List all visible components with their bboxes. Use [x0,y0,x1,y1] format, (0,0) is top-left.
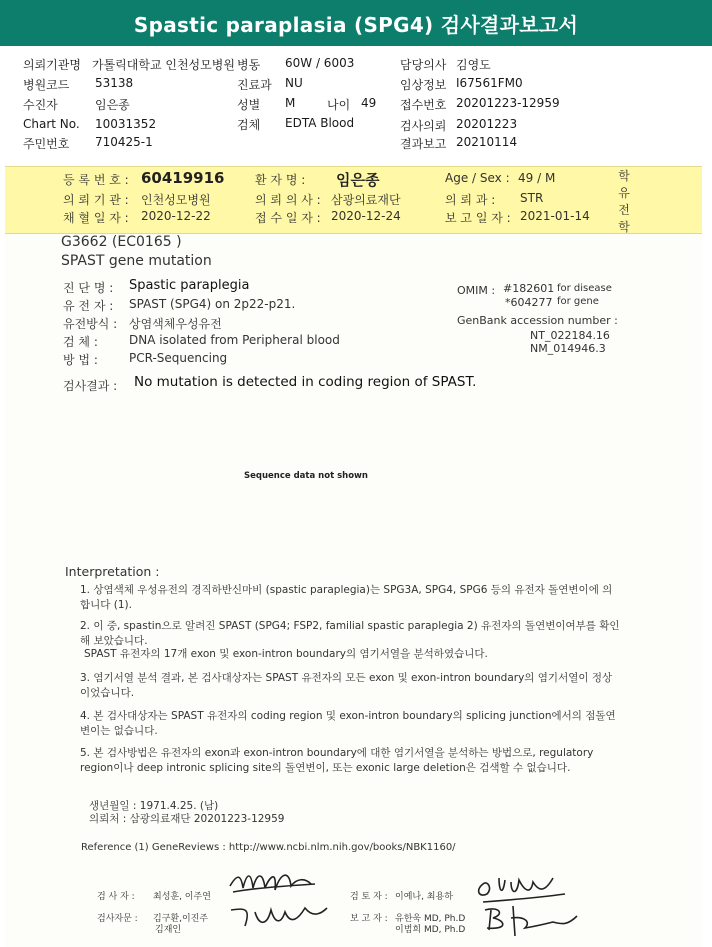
age-sex-label: Age / Sex : [445,171,510,185]
tester2-b: 김재인 [155,925,182,935]
age-label: 나이 [327,98,351,112]
report-date-2: 2021-01-14 [520,209,590,223]
hospital-code-label: 병원코드 [23,78,70,92]
interpretation-item-2b: SPAST 유전자의 17개 exon 및 exon-intron boundary의 염기서열을 분석하였습니다. [84,648,488,660]
reporter-label: 보 고 자 : [350,914,388,924]
request-date-label: 검사의뢰 [400,119,447,133]
chart-label: Chart No. [23,117,80,131]
dept-label: 진료과 [237,78,272,92]
omim-gene-note: for gene [557,296,599,307]
interpretation-item-4: 4. 본 검사대상자는 SPAST 유전자의 coding region 및 exon-intron boundary의 splicing junction에서의 점돌연변이는 없습니다. [80,710,616,737]
patient-value: 임은종 [95,98,130,112]
signatures [5,166,702,947]
req-dept-label: 의 뢰 과 : [445,193,496,207]
tester: 최성훈, 이주연 [153,892,211,902]
hospital-code-value: 53138 [95,76,134,90]
report-date-label: 결과보고 [400,137,447,151]
report-date-label-2: 보 고 일 자 : [445,211,511,225]
inst-label: 의 뢰 기 관 : [63,193,129,207]
reg-no-label: 등 록 번 호 : [63,173,129,187]
patient-name-label: 환 자 명 : [255,173,306,187]
reviewer-label: 검 토 자 : [350,892,388,902]
receive-label: 접 수 일 자 : [255,211,321,225]
reporter-b: 이범희 MD, Ph.D [395,925,466,935]
collect-label: 채 혈 일 자 : [63,211,129,225]
result-text: No mutation is detected in coding region of SPAST. [134,374,477,390]
diag-label: 진 단 명 : [63,281,114,295]
receipt-no-label: 접수번호 [400,98,447,112]
clinical-info-value: I67561FM0 [456,76,523,90]
age-value: 49 [361,96,377,110]
reporter-a: 유한욱 MD, Ph.D [395,914,466,924]
omim-label: OMIM : [457,284,496,297]
tester-signature [230,875,315,892]
genbank-2: NM_014946.3 [530,342,606,355]
omim-gene: *604277 [505,296,553,309]
req-doctor-label: 의 뢰 의 사 : [255,193,321,207]
interpretation-item-5: 5. 본 검사방법은 유전자의 exon과 exon-intron boundary에 대한 염기서열을 분석하는 방법으로, regulatory region이나 deep intronic splicing site의 돌연변이, 또는 exonic large deletion은 검색할 수 없습니다. [80,747,594,774]
gene: SPAST (SPG4) on 2p22-p21. [129,297,296,311]
reference: Reference (1) GeneReviews : http://www.ncbi.nlm.nih.gov/books/NBK1160/ [81,842,456,853]
genbank-1: NT_022184.16 [530,329,610,342]
method-label: 방 법 : [63,353,98,367]
tester-label: 검 사 자 : [97,892,135,902]
interpretation-title: Interpretation : [65,564,160,579]
doctor-value: 김영도 [456,58,491,72]
receive: 2020-12-24 [331,209,401,223]
receipt-no-value: 20201223-12959 [456,96,560,110]
omim-disease: #182601 [503,282,555,295]
request-date-value: 20201223 [456,117,518,131]
clinical-info-label: 임상정보 [400,78,447,92]
sex-label: 성별 [237,98,261,112]
sequence-note: Sequence data not shown [244,471,368,481]
gene-label: 유 전 자 : [63,299,114,313]
specimen-value: EDTA Blood [285,116,355,130]
chart-value: 10031352 [95,117,157,131]
sex-value: M [285,96,296,110]
method: PCR-Sequencing [129,351,228,365]
specimen-label: 검체 [237,118,261,132]
inherit: 상염색체우성유전 [129,317,222,331]
age-sex: 49 / M [518,171,556,185]
tester2-a: 김구환,이진주 [153,914,209,924]
interpretation-item-1: 1. 상염색체 우성유전의 경직하반신마비 (spastic paraplegia)는 SPG3A, SPG4, SPG6 등의 유전자 돌연변이에 의합니다 (1). [80,584,613,611]
birth-date: 생년월일 : 1971.4.25. (남) [89,800,219,812]
requester: 의뢰처 : 삼광의료재단 20201223-12959 [89,813,285,825]
doctor-label: 담당의사 [400,58,447,72]
diag: Spastic paraplegia [129,278,250,293]
report-date-value: 20210114 [456,135,518,149]
interpretation-item-3: 3. 염기서열 분석 결과, 본 검사대상자는 SPAST 유전자의 모든 exon 및 exon-intron boundary의 염기서열이 정상이었습니다. [80,672,613,699]
institution-value: 가톨릭대학교 인천성모병원 [92,58,235,72]
patient-label: 수진자 [23,98,58,112]
reviewer-signature [479,878,565,902]
patient-name: 임은종 [336,171,380,189]
omim-disease-note: for disease [557,283,612,294]
specimen-2: DNA isolated from Peripheral blood [129,333,340,347]
reporter-signature [485,906,577,936]
req-dept: STR [520,191,544,205]
department-side-label: 학유전학 [618,169,630,234]
scanned-report [5,166,702,947]
inherit-label: 유전방식 : [63,317,118,331]
tester2-signature [231,908,327,926]
test-code: G3662 (EC0165 ) [61,234,182,250]
reg-no: 60419916 [141,169,225,187]
ward-label: 병동 [237,58,261,72]
interpretation-item-2: 2. 이 중, spastin으로 알려진 SPAST (SPG4; FSP2, familial spastic paraplegia 2) 유전자의 돌연변이여부를 확인해 보았습니다. [80,620,620,647]
result-label: 검사결과 : [63,379,118,393]
collect: 2020-12-22 [141,209,211,223]
req-doctor: 삼광의료재단 [331,193,401,207]
id-label: 주민번호 [23,137,70,151]
report-title: Spastic paraplasia (SPG4) 검사결과보고서 [0,0,712,46]
id-value: 710425-1 [95,135,153,149]
ward-value: 60W / 6003 [285,56,355,70]
inst: 인천성모병원 [141,193,211,207]
specimen-label-2: 검 체 : [63,335,98,349]
dept-value: NU [285,76,303,90]
institution-label: 의뢰기관명 [23,58,81,72]
reviewer: 이예나, 최용하 [395,892,453,902]
test-name: SPAST gene mutation [61,253,212,269]
tester2-label: 검사자문 : [97,914,138,924]
genbank-label: GenBank accession number : [457,314,618,327]
